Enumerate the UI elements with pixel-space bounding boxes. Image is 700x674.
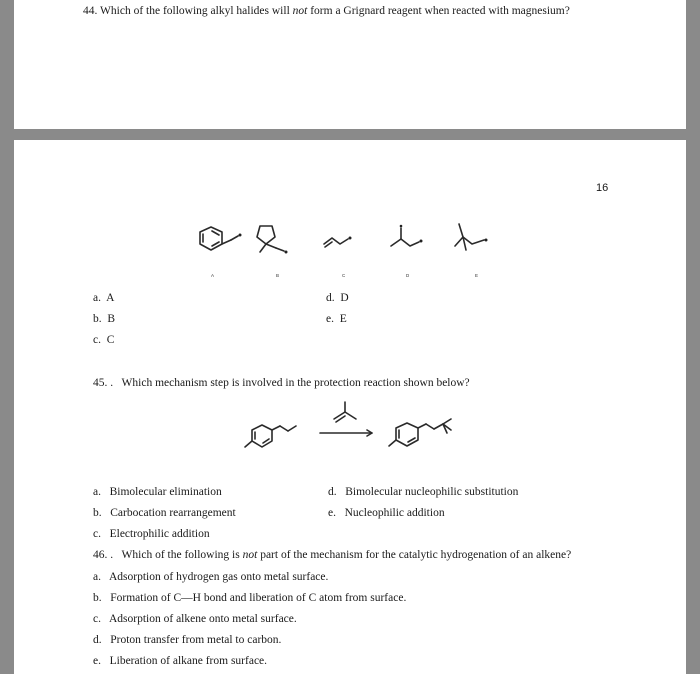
q45-option-d: d. Bimolecular nucleophilic substitution (328, 486, 519, 498)
structure-label-c: C (342, 273, 346, 278)
structure-label-a: A (211, 273, 215, 278)
page-number: 16 (596, 182, 609, 194)
q46-option-c: c. Adsorption of alkene onto metal surface. (93, 613, 297, 625)
structure-label-b: B (276, 273, 280, 278)
q46-option-e: e. Liberation of alkane from surface. (93, 655, 268, 667)
q44-option-e: e. E (326, 313, 347, 325)
q45-option-a: a. Bimolecular elimination (93, 486, 222, 498)
q45-option-b: b. Carbocation rearrangement (93, 507, 236, 519)
q44-option-a: a. A (93, 292, 115, 304)
q46-option-a: a. Adsorption of hydrogen gas onto metal surface. (93, 571, 329, 583)
q45-option-c: c. Electrophilic addition (93, 528, 210, 540)
q44-question: 44. Which of the following alkyl halides will not form a Grignard reagent when reacted with magnesium? (83, 5, 570, 17)
q46-question: 46. . Which of the following is not part of the mechanism for the catalytic hydrogenation of an alkene? (93, 549, 572, 561)
structure-label-e: E (475, 273, 479, 278)
q45-question: 45. . Which mechanism step is involved in the protection reaction shown below? (93, 377, 470, 389)
q44-option-c: c. C (93, 334, 115, 346)
page-top (14, 0, 686, 129)
q44-option-d: d. D (326, 292, 349, 304)
structure-label-d: D (406, 273, 410, 278)
q46-option-b: b. Formation of C—H bond and liberation of C atom from surface. (93, 592, 407, 604)
q45-option-e: e. Nucleophilic addition (328, 507, 445, 519)
page-bottom (14, 140, 686, 674)
q44-option-b: b. B (93, 313, 116, 325)
q46-option-d: d. Proton transfer from metal to carbon. (93, 634, 282, 646)
